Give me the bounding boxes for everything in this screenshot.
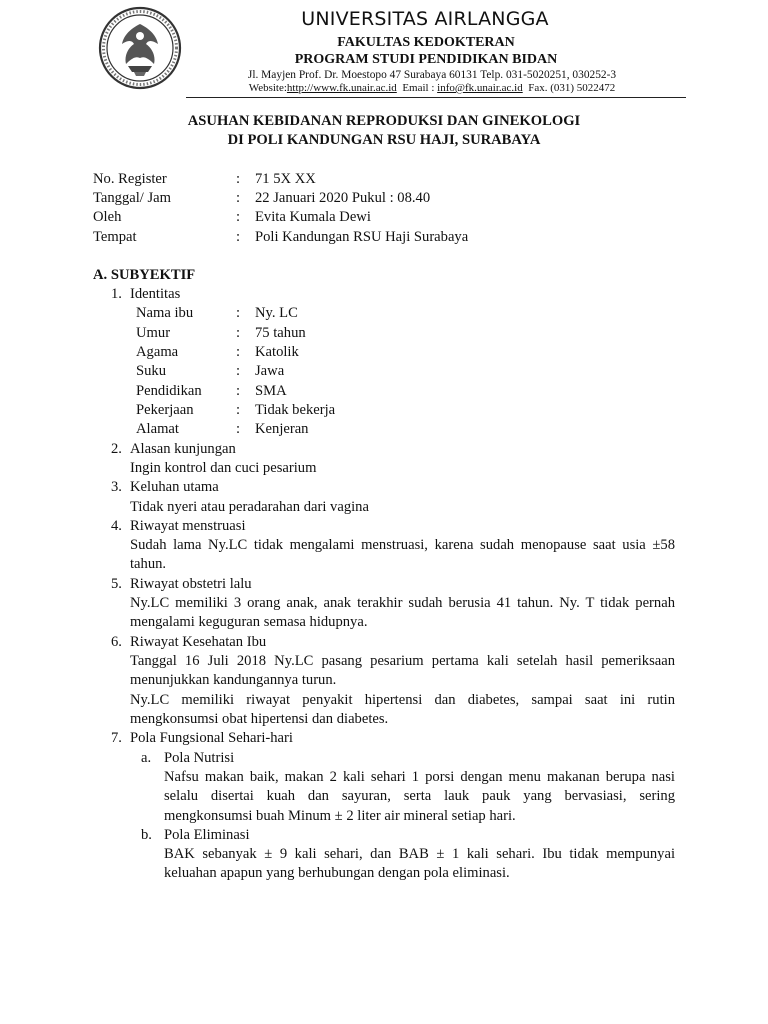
menstruasi-text: Sudah lama Ny.LC tidak mengalami menstruasi, karena sudah menopause saat usia ±58 tahun. [130,537,675,573]
place-value: Poli Kandungan RSU Haji Surabaya [255,229,469,245]
colon: : [236,363,241,379]
identity-value: SMA [255,383,287,399]
identitas-title: Identitas [130,286,181,302]
identity-label: Pekerjaan [136,402,194,418]
section-a-heading: A. SUBYEKTIF [93,267,196,283]
university-name: UNIVERSITAS AIRLANGGA [301,8,549,30]
identity-label: Agama [136,344,179,360]
kesehatan-title: Riwayat Kesehatan Ibu [130,634,267,650]
date-label: Tanggal/ Jam [93,190,172,206]
place-label: Tempat [93,229,137,245]
contact-line [212,82,652,94]
identity-label: Umur [136,325,171,341]
obstetri-text: Ny.LC memiliki 3 orang anak, anak terakhir sudah berusia 41 tahun. Ny. T tidak pernah mengalami keguguran semasa hidupnya. [130,595,675,631]
identity-value: Ny. LC [255,305,298,321]
register-label: No. Register [93,171,167,187]
item-number: 4. [111,518,122,534]
program-name: PROGRAM STUDI PENDIDIKAN BIDAN [294,52,558,67]
eliminasi-text: BAK sebanyak ± 9 kali sehari, dan BAB ± 1 kali sehari. Ibu tidak mempunyai keluahan apapun yang berhubungan dengan pola eliminasi. [164,846,675,882]
pola-title: Pola Fungsional Sehari-hari [130,730,293,746]
email-link[interactable]: info@fk.unair.ac.id [437,82,523,94]
colon: : [236,421,241,437]
sub-item-letter: b. [141,827,152,843]
menstruasi-title: Riwayat menstruasi [130,518,246,534]
kesehatan-text-2: Ny.LC memiliki riwayat penyakit hipertensi dan diabetes, sampai saat ini rutin mengkonsumsi obat hipertensi dan diabetes. [130,692,675,728]
item-number: 6. [111,634,122,650]
colon: : [236,190,241,206]
colon: : [236,305,241,321]
colon: : [236,229,241,245]
item-number: 1. [111,286,122,302]
item-number: 2. [111,441,122,457]
date-value: 22 Januari 2020 Pukul : 08.40 [255,190,431,206]
email-label: Email : [402,82,435,94]
eliminasi-title: Pola Eliminasi [164,827,250,843]
item-number: 7. [111,730,122,746]
alasan-text: Ingin kontrol dan cuci pesarium [130,460,317,476]
identity-value: Kenjeran [255,421,309,437]
university-seal-logo [94,6,186,90]
register-value: 71 5X XX [255,171,316,187]
obstetri-title: Riwayat obstetri lalu [130,576,252,592]
identity-value: Jawa [255,363,285,379]
colon: : [236,344,241,360]
item-number: 3. [111,479,122,495]
identity-label: Suku [136,363,167,379]
identity-label: Pendidikan [136,383,202,399]
colon: : [236,402,241,418]
identity-label: Nama ibu [136,305,194,321]
document-title-line1: ASUHAN KEBIDANAN REPRODUKSI DAN GINEKOLOGI [187,113,581,129]
alasan-title: Alasan kunjungan [130,441,236,457]
by-label: Oleh [93,209,122,225]
identity-label: Alamat [136,421,179,437]
identity-value: 75 tahun [255,325,306,341]
faculty-name: FAKULTAS KEDOKTERAN [337,35,515,50]
website-label: Website: [248,82,287,94]
colon: : [236,171,241,187]
colon: : [236,383,241,399]
address: Jl. Mayjen Prof. Dr. Moestopo 47 Surabaya 60131 Telp. 031-5020251, 030252-3 [247,69,617,81]
document-title-line2: DI POLI KANDUNGAN RSU HAJI, SURABAYA [227,132,541,148]
identity-value: Tidak bekerja [255,402,336,418]
nutrisi-text: Nafsu makan baik, makan 2 kali sehari 1 porsi dengan menu makanan berupa nasi selalu disertai kuah dan sayuran, serta lauk pauk yang bervasiasi, sering mengkonsumsi buah Minum ± 2 liter air mineral setiap hari. [164,769,675,824]
sub-item-letter: a. [141,750,152,766]
letterhead-divider [186,97,686,98]
fax: Fax. (031) 5022472 [528,82,616,94]
keluhan-text: Tidak nyeri atau peradarahan dari vagina [130,499,369,515]
colon: : [236,209,241,225]
kesehatan-text-1: Tanggal 16 Juli 2018 Ny.LC pasang pesarium pertama kali setelah hasil pemeriksaan menunjukkan kandungannya turun. [130,653,675,689]
item-number: 5. [111,576,122,592]
keluhan-title: Keluhan utama [130,479,219,495]
identity-value: Katolik [255,344,299,360]
nutrisi-title: Pola Nutrisi [164,750,235,766]
website-link[interactable]: http://www.fk.unair.ac.id [286,82,397,94]
by-value: Evita Kumala Dewi [255,209,371,225]
colon: : [236,325,241,341]
